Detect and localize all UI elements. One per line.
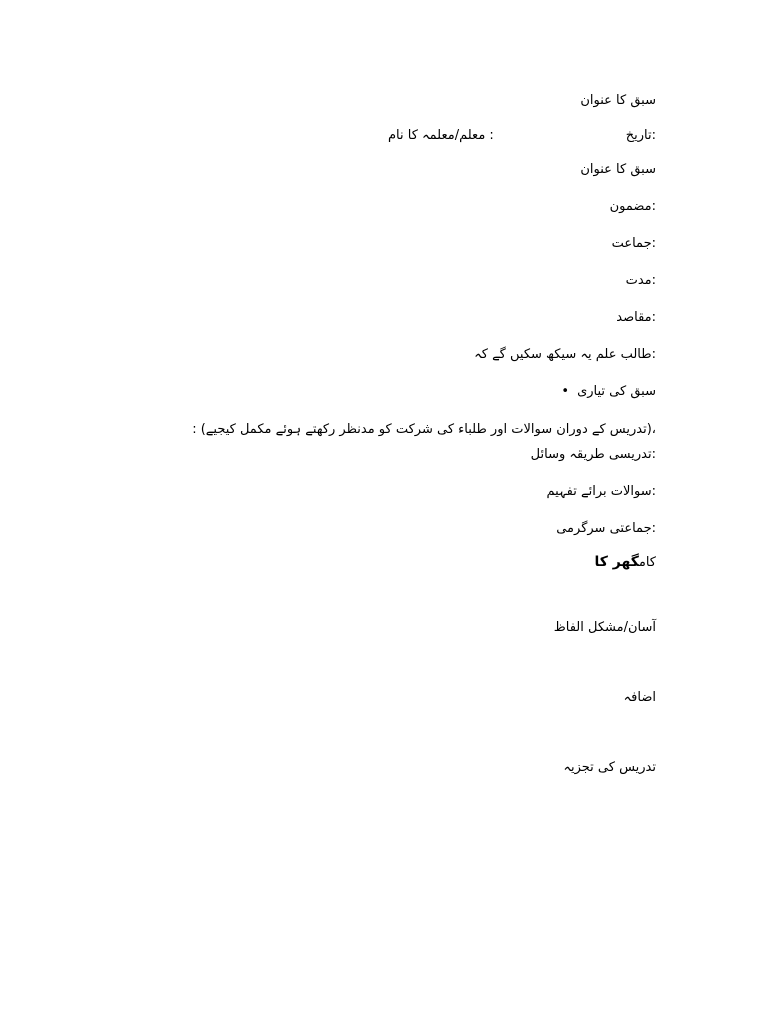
teacher-name-label: : معلم/معلمہ کا نام [388, 128, 494, 143]
comprehension-questions-label: :سوالات برائے تفہیم [546, 484, 656, 499]
teaching-analysis-label: تدریس کی تجزیہ [563, 760, 656, 775]
subject-label: :مضمون [609, 199, 656, 214]
addition-label: اضافہ [623, 690, 656, 705]
date-teacher-line [380, 127, 656, 145]
class-label: :جماعت [611, 236, 656, 251]
teaching-method-label: :تدریسی طریقہ وسائل [530, 447, 656, 462]
homework-prefix: کام [638, 555, 656, 570]
homework-bold: گھر کا [594, 554, 639, 570]
lesson-title-label: سبق کا عنوان [580, 162, 656, 177]
easy-difficult-words-label: آسان/مشکل الفاظ [553, 620, 656, 635]
students-will-learn-label: :طالب علم یہ سیکھ سکیں گے کہ [474, 347, 656, 362]
objectives-label: :مقاصد [616, 310, 656, 325]
date-label: :تاریخ [625, 128, 656, 143]
lesson-title-top: سبق کا عنوان [580, 93, 656, 108]
duration-label: :مدت [625, 273, 656, 288]
group-activity-label: :جماعتی سرگرمی [556, 521, 656, 536]
homework-heading [595, 553, 657, 572]
lesson-preparation-label: سبق کی تیاری [577, 384, 656, 399]
lesson-preparation-item [561, 383, 656, 401]
bullet-icon: • [561, 384, 570, 399]
teaching-note: ،(تدریس کے دوران سوالات اور طلباء کی شرکت کو مدنظر رکھتے ہوئے مکمل کیجیے) : [192, 422, 656, 437]
